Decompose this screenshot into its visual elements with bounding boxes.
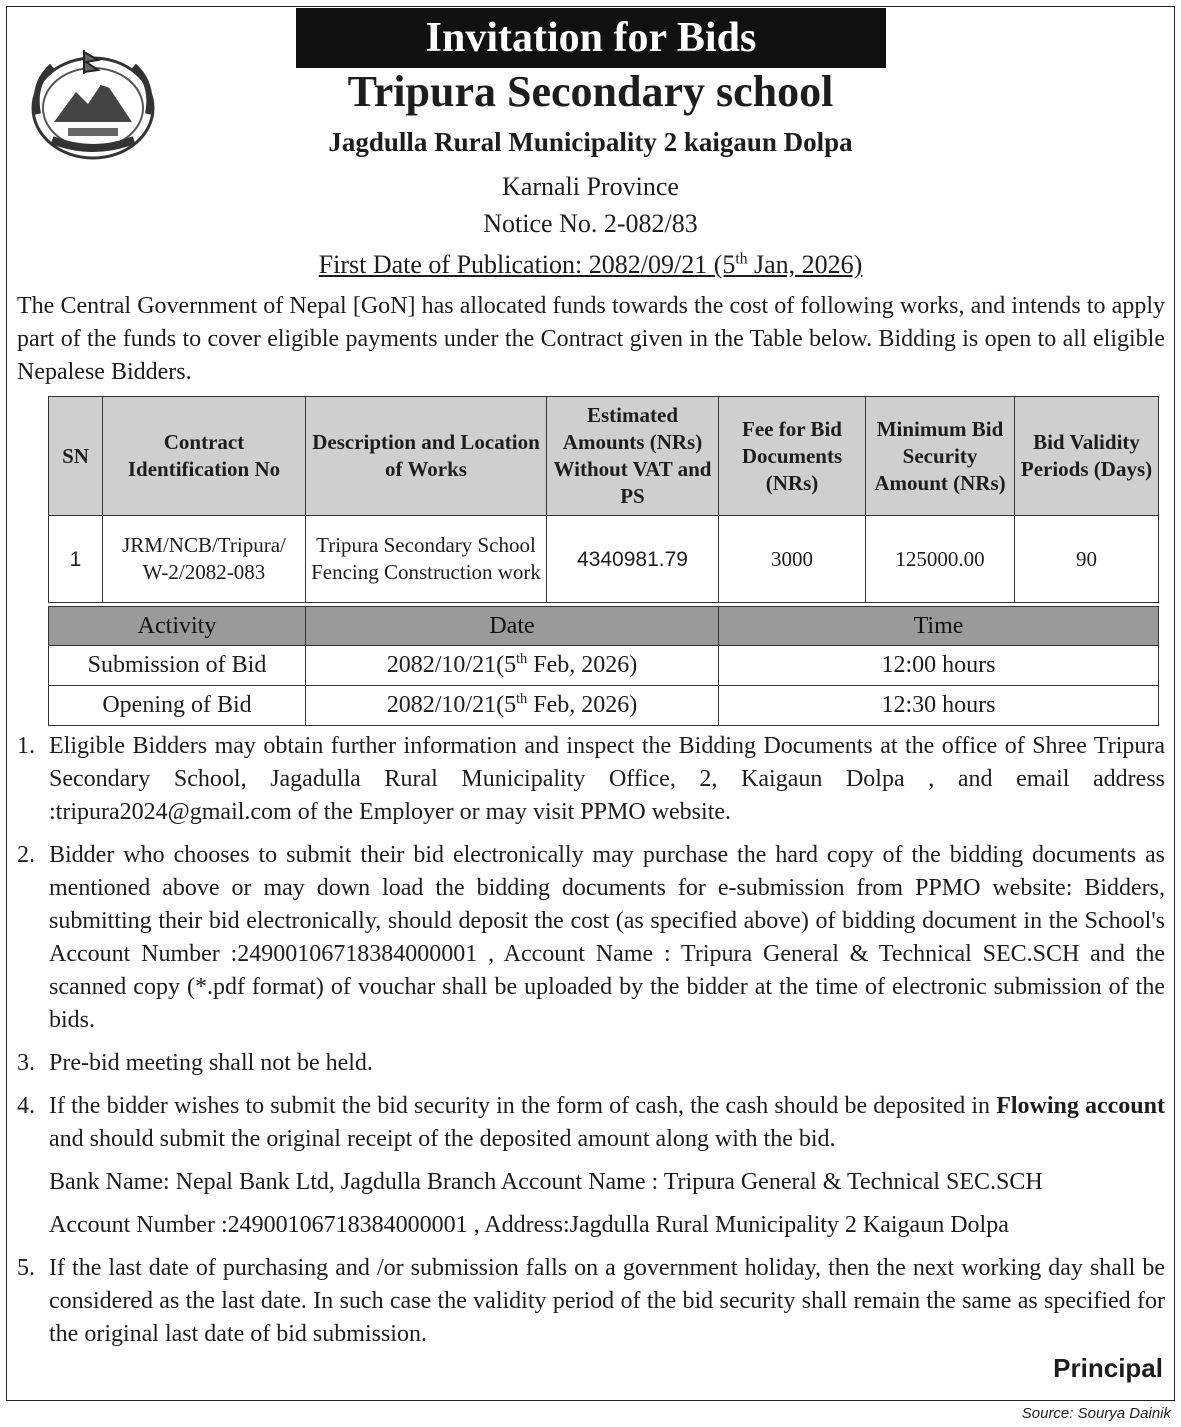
activity-table-header [49,607,1159,646]
cell-contract: JRM/NCB/Tripura/ W-2/2082-083 [103,516,306,603]
header-contract: Contract Identification No [103,397,306,516]
bid-table-header [49,397,1159,516]
header-sn: SN [49,397,103,516]
intro-paragraph: The Central Government of Nepal [GoN] has allocated funds towards the cost of following works, and intends to apply part of the funds to cover eligible payments under the Contract given in the Table below. Bidding is open to all eligible Nepalese Bidders. [17,293,1165,385]
cell-sn: 1 [49,516,103,603]
cell-validity: 90 [1015,516,1159,603]
header-validity: Bid Validity Periods (Days) [1015,397,1159,516]
table-row [49,516,1159,603]
bank-details-line: Bank Name: Nepal Bank Ltd, Jagdulla Branch Account Name : Tripura General & Technical SEC.SCH [49,1169,1043,1195]
publication-date: First Date of Publication: 2082/09/21 (5th Jan, 2026) [318,250,863,279]
header-description: Description and Location of Works [306,397,547,516]
header-activity: Activity [49,607,306,646]
list-item: 5. If the last date of purchasing and /or submission falls on a government holiday, then the next working day shall be considered as the last date. In such case the validity period of the bid security shall remain the same as specified for the original last date of bid submission. [17,1255,1165,1347]
header-date: Date [306,607,719,646]
signature: Principal [1053,1353,1163,1383]
list-item: 4. If the bidder wishes to submit the bid security in the form of cash, the cash should be deposited in Flowing account and should submit the original receipt of the deposited amount along with the bid. [17,1093,1165,1152]
cell-fee: 3000 [719,516,866,603]
table-row [49,646,1159,686]
cell-date: 2082/10/21(5th Feb, 2026) [306,646,719,686]
list-item: 2. Bidder who chooses to submit their bid electronically may purchase the hard copy of the bidding documents as mentioned above or may down load the bidding documents for e-submission from PPMO website: Bidders, submitting their bid electronically, should deposit the cost (as specified above) of bidding document in the School's Account Number :24900106718384000001 , Account Name : Tripura General & Technical SEC.SCH and the scanned copy (*.pdf format) of vouchar shall be uploaded by the bidder at the time of electronic submission of the bids. [17,842,1165,1033]
province: Karnali Province [502,172,679,201]
banner-title: Invitation for Bids [296,8,886,68]
cell-time: 12:00 hours [719,646,1159,686]
source-credit: Source: Sourya Dainik [1021,1405,1171,1422]
municipality: Jagdulla Rural Municipality 2 kaigaun Dolpa [328,127,853,157]
header-time: Time [719,607,1159,646]
bank-account-line: Account Number :24900106718384000001 , Address:Jagdulla Rural Municipality 2 Kaigaun Dolpa [49,1212,1009,1238]
cell-time: 12:30 hours [719,686,1159,726]
header-estimate: Estimated Amounts (NRs) Without VAT and PS [547,397,719,516]
cell-security: 125000.00 [866,516,1015,603]
list-item: 1. Eligible Bidders may obtain further information and inspect the Bidding Documents at the office of Shree Tripura Secondary School, Jagadulla Rural Municipality Office, 2, Kaigaun Dolpa , and email address :tripura2024@gmail.com of the Employer or may visit PPMO website. [17,733,1165,825]
header-security: Minimum Bid Security Amount (NRs) [866,397,1015,516]
bid-table [48,396,1159,603]
cell-description: Tripura Secondary School Fencing Construction work [306,516,547,603]
cell-date: 2082/10/21(5th Feb, 2026) [306,686,719,726]
cell-activity: Submission of Bid [49,646,306,686]
cell-activity: Opening of Bid [49,686,306,726]
notice-number: Notice No. 2-082/83 [483,209,698,238]
activity-table [48,606,1159,726]
table-row [49,686,1159,726]
instructions-list [17,730,1165,1361]
cell-estimate: 4340981.79 [547,516,719,603]
school-name: Tripura Secondary school [347,67,834,116]
list-item: 3. Pre-bid meeting shall not be held. [17,1050,373,1076]
header-fee: Fee for Bid Documents (NRs) [719,397,866,516]
